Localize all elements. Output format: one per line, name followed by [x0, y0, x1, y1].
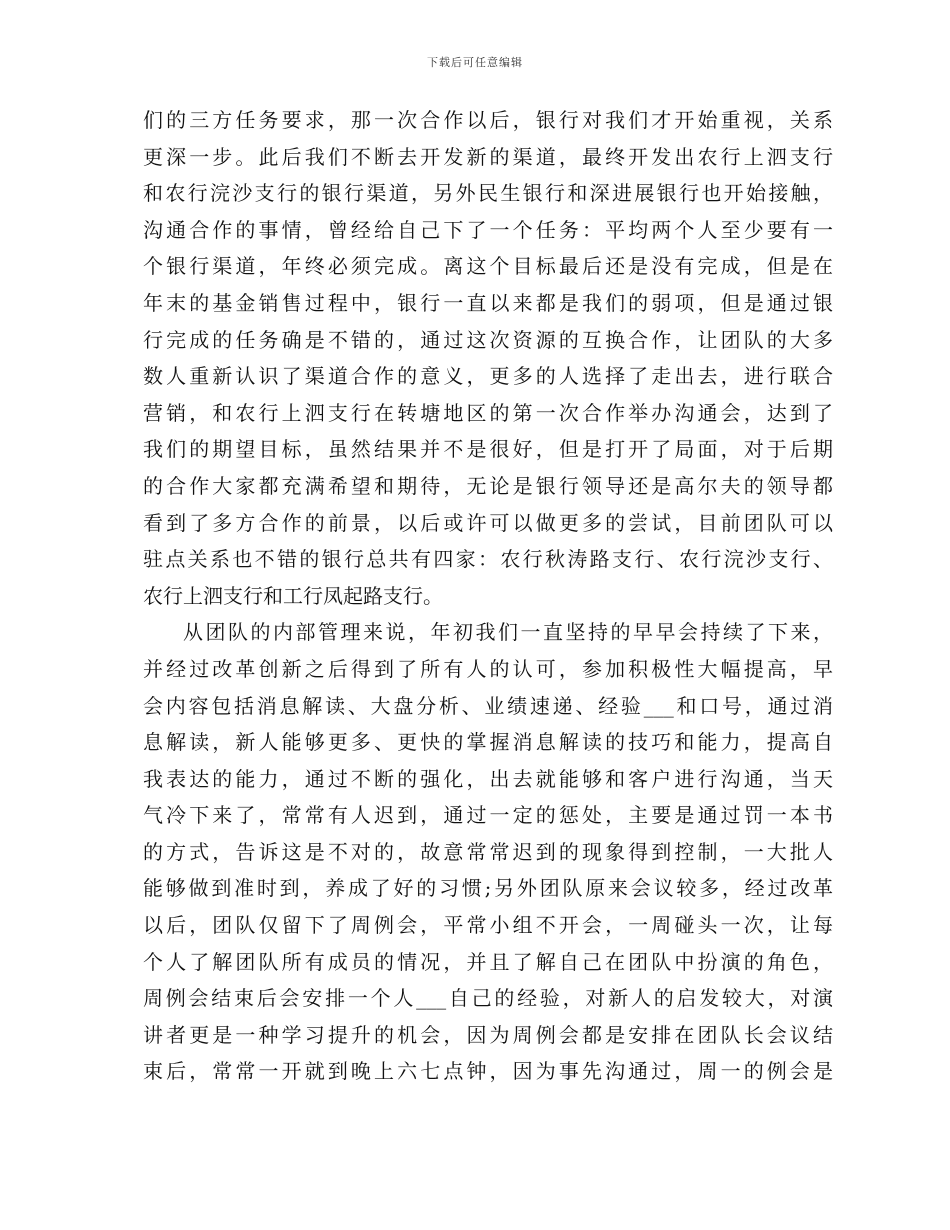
- text-line: 讲者更是一种学习提升的机会，因为周例会都是安排在团队长会议结: [143, 1022, 833, 1047]
- text-line: 个人了解团队所有成员的情况，并且了解自己在团队中扮演的角色，: [143, 949, 833, 974]
- text-line: 更深一步。此后我们不断去开发新的渠道，最终开发出农行上泗支行: [143, 144, 833, 169]
- text-line: 我表达的能力，通过不断的强化，出去就能够和客户进行沟通，当天: [143, 766, 833, 791]
- text-line: 会内容包括消息解读、大盘分析、业绩速递、经验___和口号，通过消: [143, 693, 833, 718]
- paragraph: [143, 102, 833, 614]
- paragraph: [143, 614, 833, 1090]
- body-text: [143, 102, 833, 1090]
- page-header: 下载后可任意编辑: [427, 56, 523, 69]
- text-line: 能够做到准时到，养成了好的习惯;另外团队原来会议较多，经过改革: [143, 876, 833, 901]
- text-line: 数人重新认识了渠道合作的意义，更多的人选择了走出去，进行联合: [143, 364, 833, 389]
- text-line: 行完成的任务确是不错的，通过这次资源的互换合作，让团队的大多: [143, 327, 833, 352]
- text-line: 年末的基金销售过程中，银行一直以来都是我们的弱项，但是通过银: [143, 290, 833, 315]
- text-line: 从团队的内部管理来说，年初我们一直坚持的早早会持续了下来，: [183, 620, 833, 645]
- text-line: 看到了多方合作的前景，以后或许可以做更多的尝试，目前团队可以: [143, 510, 833, 535]
- text-line: 息解读，新人能够更多、更快的掌握消息解读的技巧和能力，提高自: [143, 730, 833, 755]
- text-line: 我们的期望目标，虽然结果并不是很好，但是打开了局面，对于后期: [143, 437, 833, 462]
- text-line: 气冷下来了，常常有人迟到，通过一定的惩处，主要是通过罚一本书: [143, 803, 833, 828]
- text-line: 农行上泗支行和工行凤起路支行。: [143, 583, 443, 608]
- text-line: 的方式，告诉这是不对的，故意常常迟到的现象得到控制，一大批人: [143, 839, 833, 864]
- text-line: 们的三方任务要求，那一次合作以后，银行对我们才开始重视，关系: [143, 108, 833, 132]
- text-line: 的合作大家都充满希望和期待，无论是银行领导还是高尔夫的领导都: [143, 473, 833, 498]
- text-line: 和农行浣沙支行的银行渠道，另外民生银行和深进展银行也开始接触，: [143, 181, 833, 206]
- text-line: 并经过改革创新之后得到了所有人的认可，参加积极性大幅提高，早: [143, 656, 833, 681]
- text-line: 驻点关系也不错的银行总共有四家：农行秋涛路支行、农行浣沙支行、: [143, 547, 833, 572]
- text-line: 营销，和农行上泗支行在转塘地区的第一次合作举办沟通会，达到了: [143, 400, 833, 425]
- text-line: 沟通合作的事情，曾经给自己下了一个任务：平均两个人至少要有一: [143, 217, 833, 242]
- text-line: 个银行渠道，年终必须完成。离这个目标最后还是没有完成，但是在: [143, 254, 833, 279]
- text-line: 周例会结束后会安排一个人___自己的经验，对新人的启发较大，对演: [143, 986, 833, 1011]
- text-line: 束后，常常一开就到晚上六七点钟，因为事先沟通过，周一的例会是: [143, 1059, 833, 1084]
- text-line: 以后，团队仅留下了周例会，平常小组不开会，一周碰头一次，让每: [143, 913, 833, 938]
